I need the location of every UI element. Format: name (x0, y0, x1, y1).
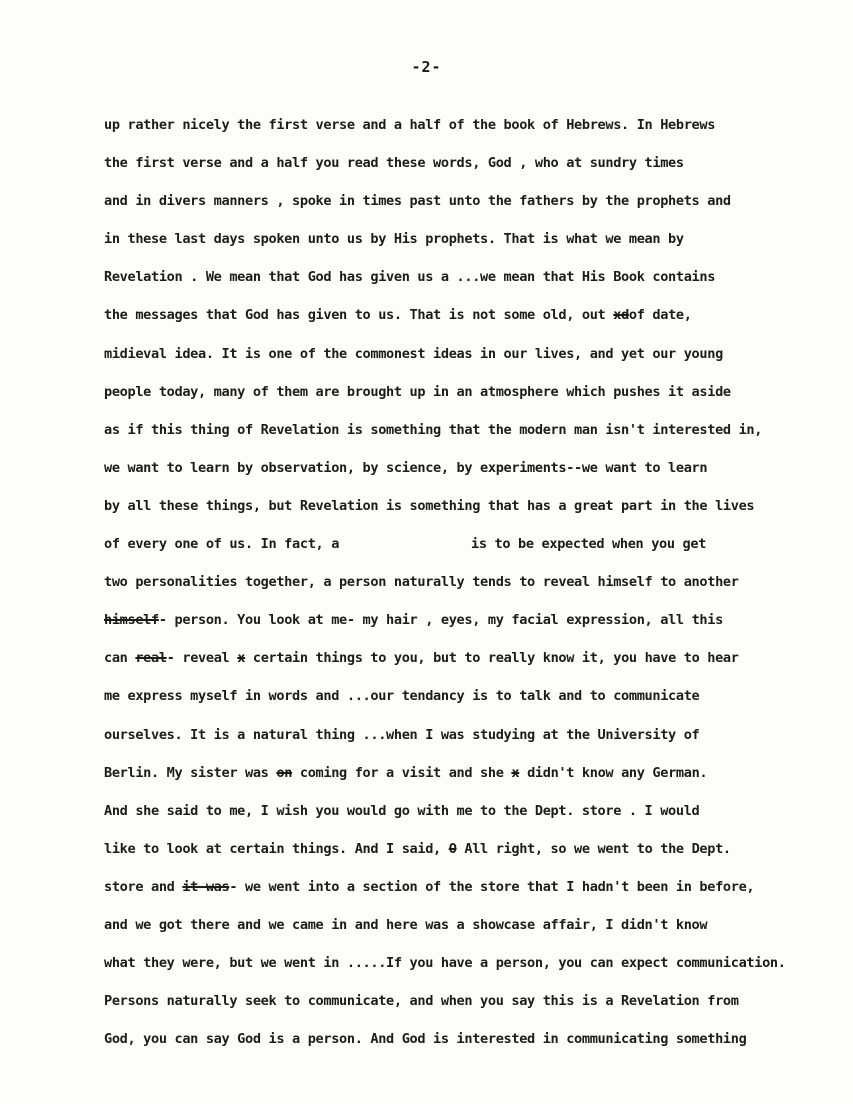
text-segment: and we got there and we came in and here was a showcase affair, I didn't know (104, 916, 708, 933)
text-line (104, 798, 849, 836)
struck-text: on (276, 764, 293, 781)
text-line (104, 188, 849, 226)
text-segment: ourselves. It is a natural thing ...when I was studying at the University of (104, 726, 700, 743)
text-segment: God, you can say God is a person. And God is interested in communicating something (104, 1031, 747, 1048)
text-segment: All right, so we went to the Dept. (456, 840, 731, 857)
text-segment: we want to learn by observation, by science, by experiments--we want to learn (104, 459, 708, 476)
text-line (104, 1026, 849, 1064)
text-line (104, 493, 849, 531)
text-line (104, 150, 849, 188)
text-line (104, 988, 849, 1026)
text-segment: like to look at certain things. And I said, (104, 840, 449, 857)
text-line (104, 683, 849, 721)
text-line (104, 341, 849, 379)
text-line (104, 912, 849, 950)
text-segment: coming for a visit and she (292, 764, 512, 781)
struck-text: xd (613, 307, 629, 324)
text-line (104, 455, 849, 493)
text-line (104, 569, 849, 607)
text-segment: is to be expected when you get (471, 536, 707, 553)
text-line (104, 950, 849, 988)
text-line (104, 302, 849, 340)
text-line (104, 264, 849, 302)
text-segment: And she said to me, I wish you would go with me to the Dept. store . I would (104, 802, 700, 819)
text-segment: what they were, but we went in .....If you have a person, you can expect communication. (104, 955, 786, 972)
text-line (104, 836, 849, 874)
text-segment: by all these things, but Revelation is something that has a great part in the lives (104, 497, 755, 514)
text-segment: store and (104, 878, 183, 895)
text-segment: Berlin. My sister was (104, 764, 277, 781)
text-segment: and in divers manners , spoke in times past unto the fathers by the prophets and (104, 193, 731, 210)
text-line (104, 722, 849, 760)
text-line (104, 417, 849, 455)
struck-text: it was (182, 878, 230, 895)
text-line (104, 760, 849, 798)
struck-text: O (448, 840, 457, 857)
text-segment: can (104, 650, 136, 667)
struck-text: x (511, 764, 520, 781)
text-segment: midieval idea. It is one of the commonest ideas in our lives, and yet our young (104, 345, 723, 362)
struck-text: x (237, 650, 246, 667)
text-segment: - reveal (166, 650, 238, 667)
text-segment: the first verse and a half you read these words, God , who at sundry times (104, 155, 684, 172)
text-line (104, 607, 849, 645)
text-segment: certain things to you, but to really know it, you have to hear (245, 650, 739, 667)
text-segment: Persons naturally seek to communicate, and when you say this is a Revelation from (104, 993, 739, 1010)
text-segment: the messages that God has given to us. That is not some old, out (104, 307, 614, 324)
text-line (104, 645, 849, 683)
struck-text: himself (104, 612, 159, 629)
text-line (104, 226, 849, 264)
text-segment: didn't know any German. (519, 764, 708, 781)
page-number: -2- (411, 58, 442, 76)
text-segment: up rather nicely the first verse and a half of the book of Hebrews. In Hebrews (104, 117, 716, 133)
text-segment: - we went into a section of the store that I hadn't been in before, (229, 878, 755, 895)
text-line (104, 531, 849, 569)
text-segment: in these last days spoken unto us by His prophets. That is what we mean by (104, 231, 684, 248)
text-line (104, 112, 849, 150)
text-segment: - person. You look at me- my hair , eyes, my facial expression, all this (158, 612, 723, 629)
struck-text: real (135, 650, 167, 667)
text-segment: as if this thing of Revelation is something that the modern man isn't interested in, (104, 421, 763, 438)
text-segment: people today, many of them are brought up in an atmosphere which pushes it aside (104, 383, 731, 400)
text-line (104, 874, 849, 912)
text-segment: Revelation . We mean that God has given us a ...we mean that His Book contains (104, 269, 716, 286)
text-segment: two personalities together, a person naturally tends to reveal himself to another (104, 574, 739, 591)
text-segment: of date, (628, 307, 692, 324)
body-text (104, 112, 849, 1064)
text-segment: me express myself in words and ...our tendancy is to talk and to communicate (104, 688, 700, 705)
text-line (104, 379, 849, 417)
text-segment: of every one of us. In fact, a (104, 536, 340, 553)
